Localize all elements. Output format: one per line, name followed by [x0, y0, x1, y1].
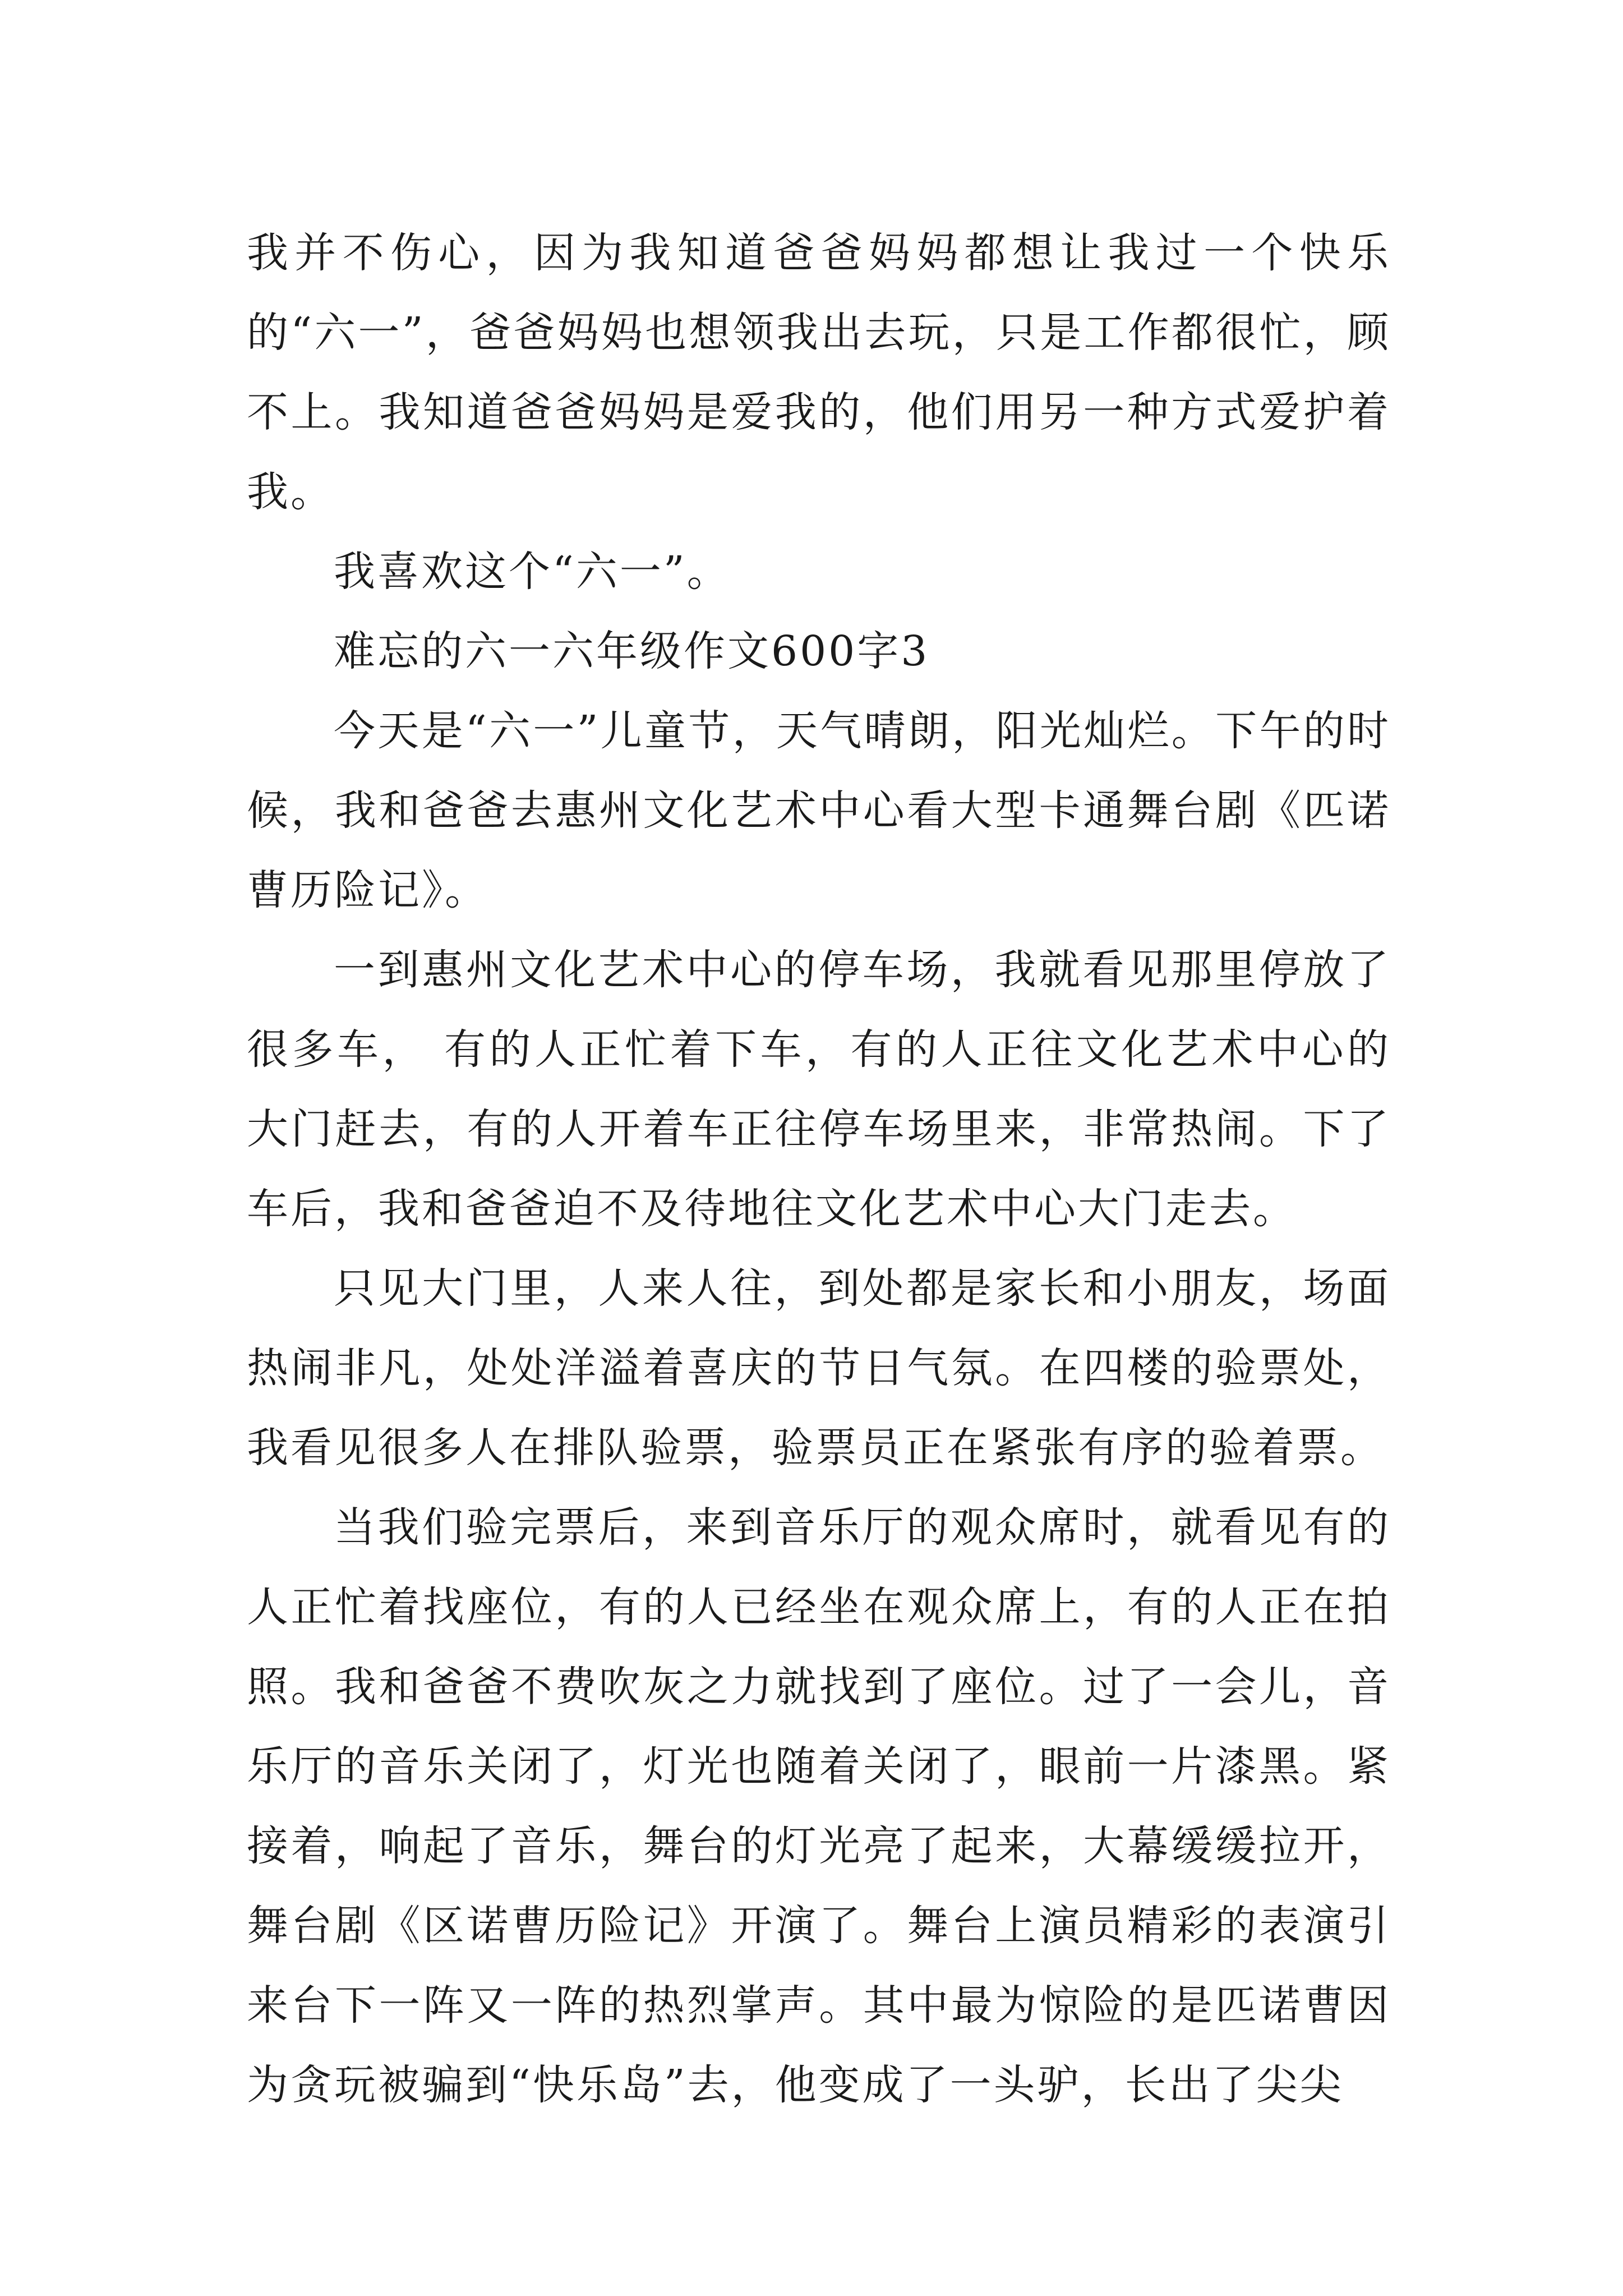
- essay-title: 难忘的六一六年级作文600字3: [334, 627, 930, 675]
- document-body: [247, 213, 1391, 2125]
- paragraph-intro: 今天是“六一”儿童节，天气晴朗，阳光灿烂。下午的时候，我和爸爸去惠州文化艺术中心看大型卡通舞台剧《匹诺曹历险记》。: [247, 707, 1391, 914]
- paragraph-like-liuyi: 我喜欢这个“六一”。: [334, 547, 731, 596]
- paragraph-parking-lot: 一到惠州文化艺术中心的停车场，我就看见那里停放了很多车， 有的人正忙着下车，有的人正往文化艺术中心的大门赶去，有的人开着车正往停车场里来，非常热闹。下了车后，我和爸爸迫不及待地往文化艺术中心大门走去。: [247, 946, 1391, 1233]
- paragraph-concert-hall: 当我们验完票后，来到音乐厅的观众席时，就看见有的人正忙着找座位，有的人已经坐在观众席上，有的人正在拍照。我和爸爸不费吹灰之力就找到了座位。过了一会儿，音乐厅的音乐关闭了，灯光也随着关闭了，眼前一片漆黑。紧接着，响起了音乐，舞台的灯光亮了起来，大幕缓缓拉开，舞台剧《区诺曹历险记》开演了。舞台上演员精彩的表演引来台下一阵又一阵的热烈掌声。其中最为惊险的是匹诺曹因为贪玩被骗到“快乐岛”去，他变成了一头驴，长出了尖尖: [247, 1503, 1391, 2109]
- paragraph-entrance: 只见大门里，人来人往，到处都是家长和小朋友，场面热闹非凡，处处洋溢着喜庆的节日气氛。在四楼的验票处，我看见很多人在排队验票，验票员正在紧张有序的验着票。: [247, 1264, 1391, 1472]
- paragraph-continuation: 我并不伤心，因为我知道爸爸妈妈都想让我过一个快乐的“六一”，爸爸妈妈也想领我出去玩，只是工作都很忙，顾不上。我知道爸爸妈妈是爱我的，他们用另一种方式爱护着我。: [247, 229, 1391, 516]
